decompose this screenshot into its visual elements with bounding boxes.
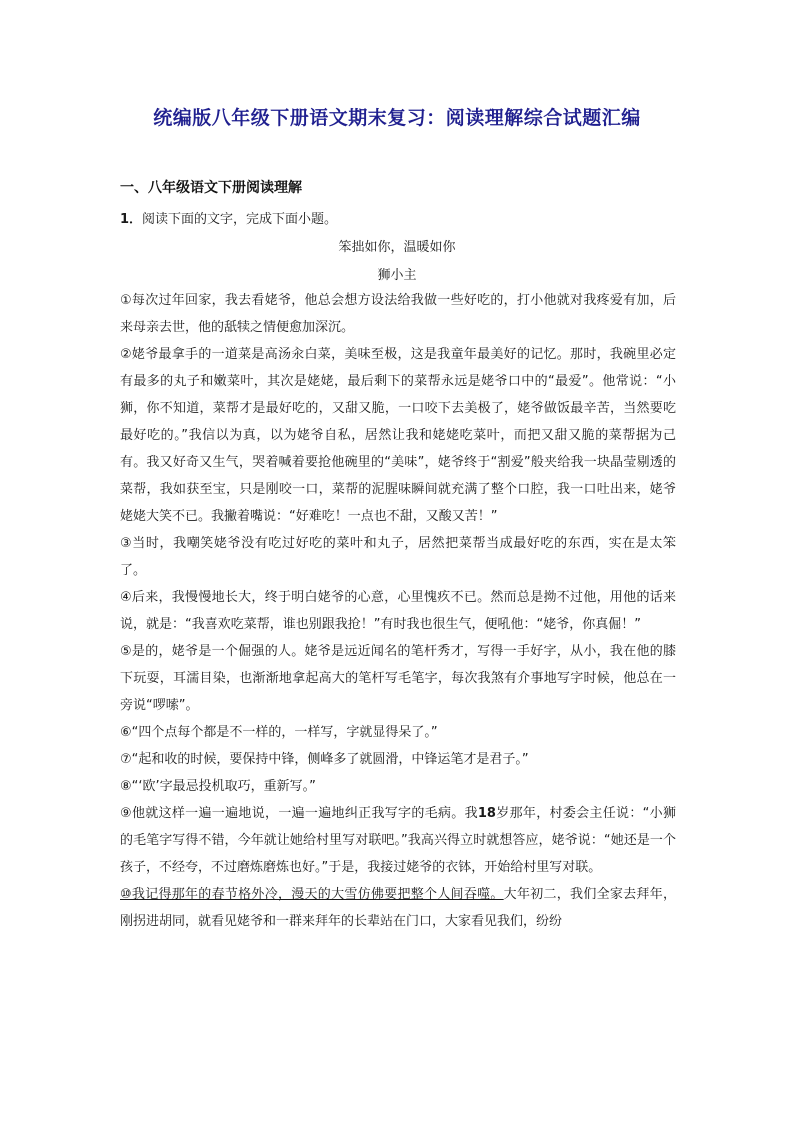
paragraph-9-start: ⑨他就这样一遍一遍地说，一遍一遍地纠正我写字的毛病。我 [120, 806, 478, 821]
paragraph-7: ⑦“起和收的时候，要保持中锋，侧峰多了就圆滑，中锋运笔才是君子。” [120, 752, 529, 767]
paragraph-5: ⑤是的，姥爷是一个倔强的人。姥爷是远近闻名的笔杆秀才，写得一手好字，从小，我在他的膝下玩耍，耳濡目染，也渐渐地拿起高大的笔杆写毛笔字，每次我煞有介事地写字时候，他总在一旁说“啰嗦”。 [120, 644, 676, 713]
article-title: 笨拙如你，温暖如你 [338, 240, 456, 255]
age-number: 18 [477, 806, 496, 821]
paragraph-3: ③当时，我嘲笑姥爷没有吃过好吃的菜叶和丸子，居然把菜帮当成最好吃的东西，实在是太笨了。 [120, 536, 676, 578]
paragraph-8: ⑧“‘欧’字最忌投机取巧，重新写。” [120, 779, 316, 794]
document-title: 统编版八年级下册语文期末复习：阅读理解综合试题汇编 [153, 107, 641, 129]
paragraph-4: ④后来，我慢慢地长大，终于明白姥爷的心意，心里愧疚不已。然而总是拗不过他，用他的话来说，就是：“我喜欢吃菜帮，谁也别跟我抢！”有时我也很生气，便吼他：“姥爷，你真倔！” [120, 590, 676, 632]
paragraph-2: ②姥爷最拿手的一道菜是高汤汆白菜，美味至极，这是我童年最美好的记忆。那时，我碗里必定有最多的丸子和嫩菜叶，其次是姥姥，最后剩下的菜帮永远是姥爷口中的“最爱”。他常说：“小狮，你不知道，菜帮才是最好吃的，又甜又脆，一口咬下去美极了，姥爷做饭最辛苦，当然要吃最好吃的。”我信以为真，以为姥爷自私，居然让我和姥姥吃菜叶，而把又甜又脆的菜帮据为己有。我又好奇又生气，哭着喊着要抢他碗里的“美味”，姥爷终于“割爱”般夹给我一块晶莹剔透的菜帮，我如获至宝，只是刚咬一口，菜帮的泥腥味瞬间就充满了整个口腔，我一口吐出来，姥爷姥姥大笑不已。我撇着嘴说：“好难吃！一点也不甜，又酸又苦！” [120, 347, 676, 524]
paragraph-6: ⑥“四个点每个都是不一样的，一样写，字就显得呆了。” [120, 725, 438, 740]
paragraph-1: ①每次过年回家，我去看姥爷，他总会想方设法给我做一些好吃的，打小他就对我疼爱有加，后来母亲去世，他的舐犊之情便愈加深沉。 [120, 293, 676, 335]
question-prompt [120, 208, 337, 227]
paragraph-10-rest: 大年初二，我们全家去拜年，刚拐进胡同，就看见姥爷和一群来拜年的长辈站在门口，大家看见我们，纷纷 [120, 887, 676, 929]
question-number: 1． [120, 212, 143, 227]
section-heading: 一、八年级语文下册阅读理解 [120, 180, 302, 196]
paragraph-10 [120, 881, 676, 935]
article-body [120, 287, 676, 935]
article-author: 狮小主 [377, 268, 417, 283]
underlined-sentence: ⑩我记得那年的春节格外冷，漫天的大雪仿佛要把整个人间吞噬。 [120, 887, 504, 902]
paragraph-9-end: 岁那年，村委会主任说：“小狮的毛笔字写得不错，今年就让她给村里写对联吧。”我高兴得立时就想答应，姥爷说：“她还是一个孩子，不经夸，不过磨炼磨炼也好。”于是，我接过姥爷的衣钵，开始给村里写对联。 [120, 806, 676, 875]
paragraph-9 [120, 800, 676, 881]
question-text: 阅读下面的文字，完成下面小题。 [142, 212, 338, 227]
